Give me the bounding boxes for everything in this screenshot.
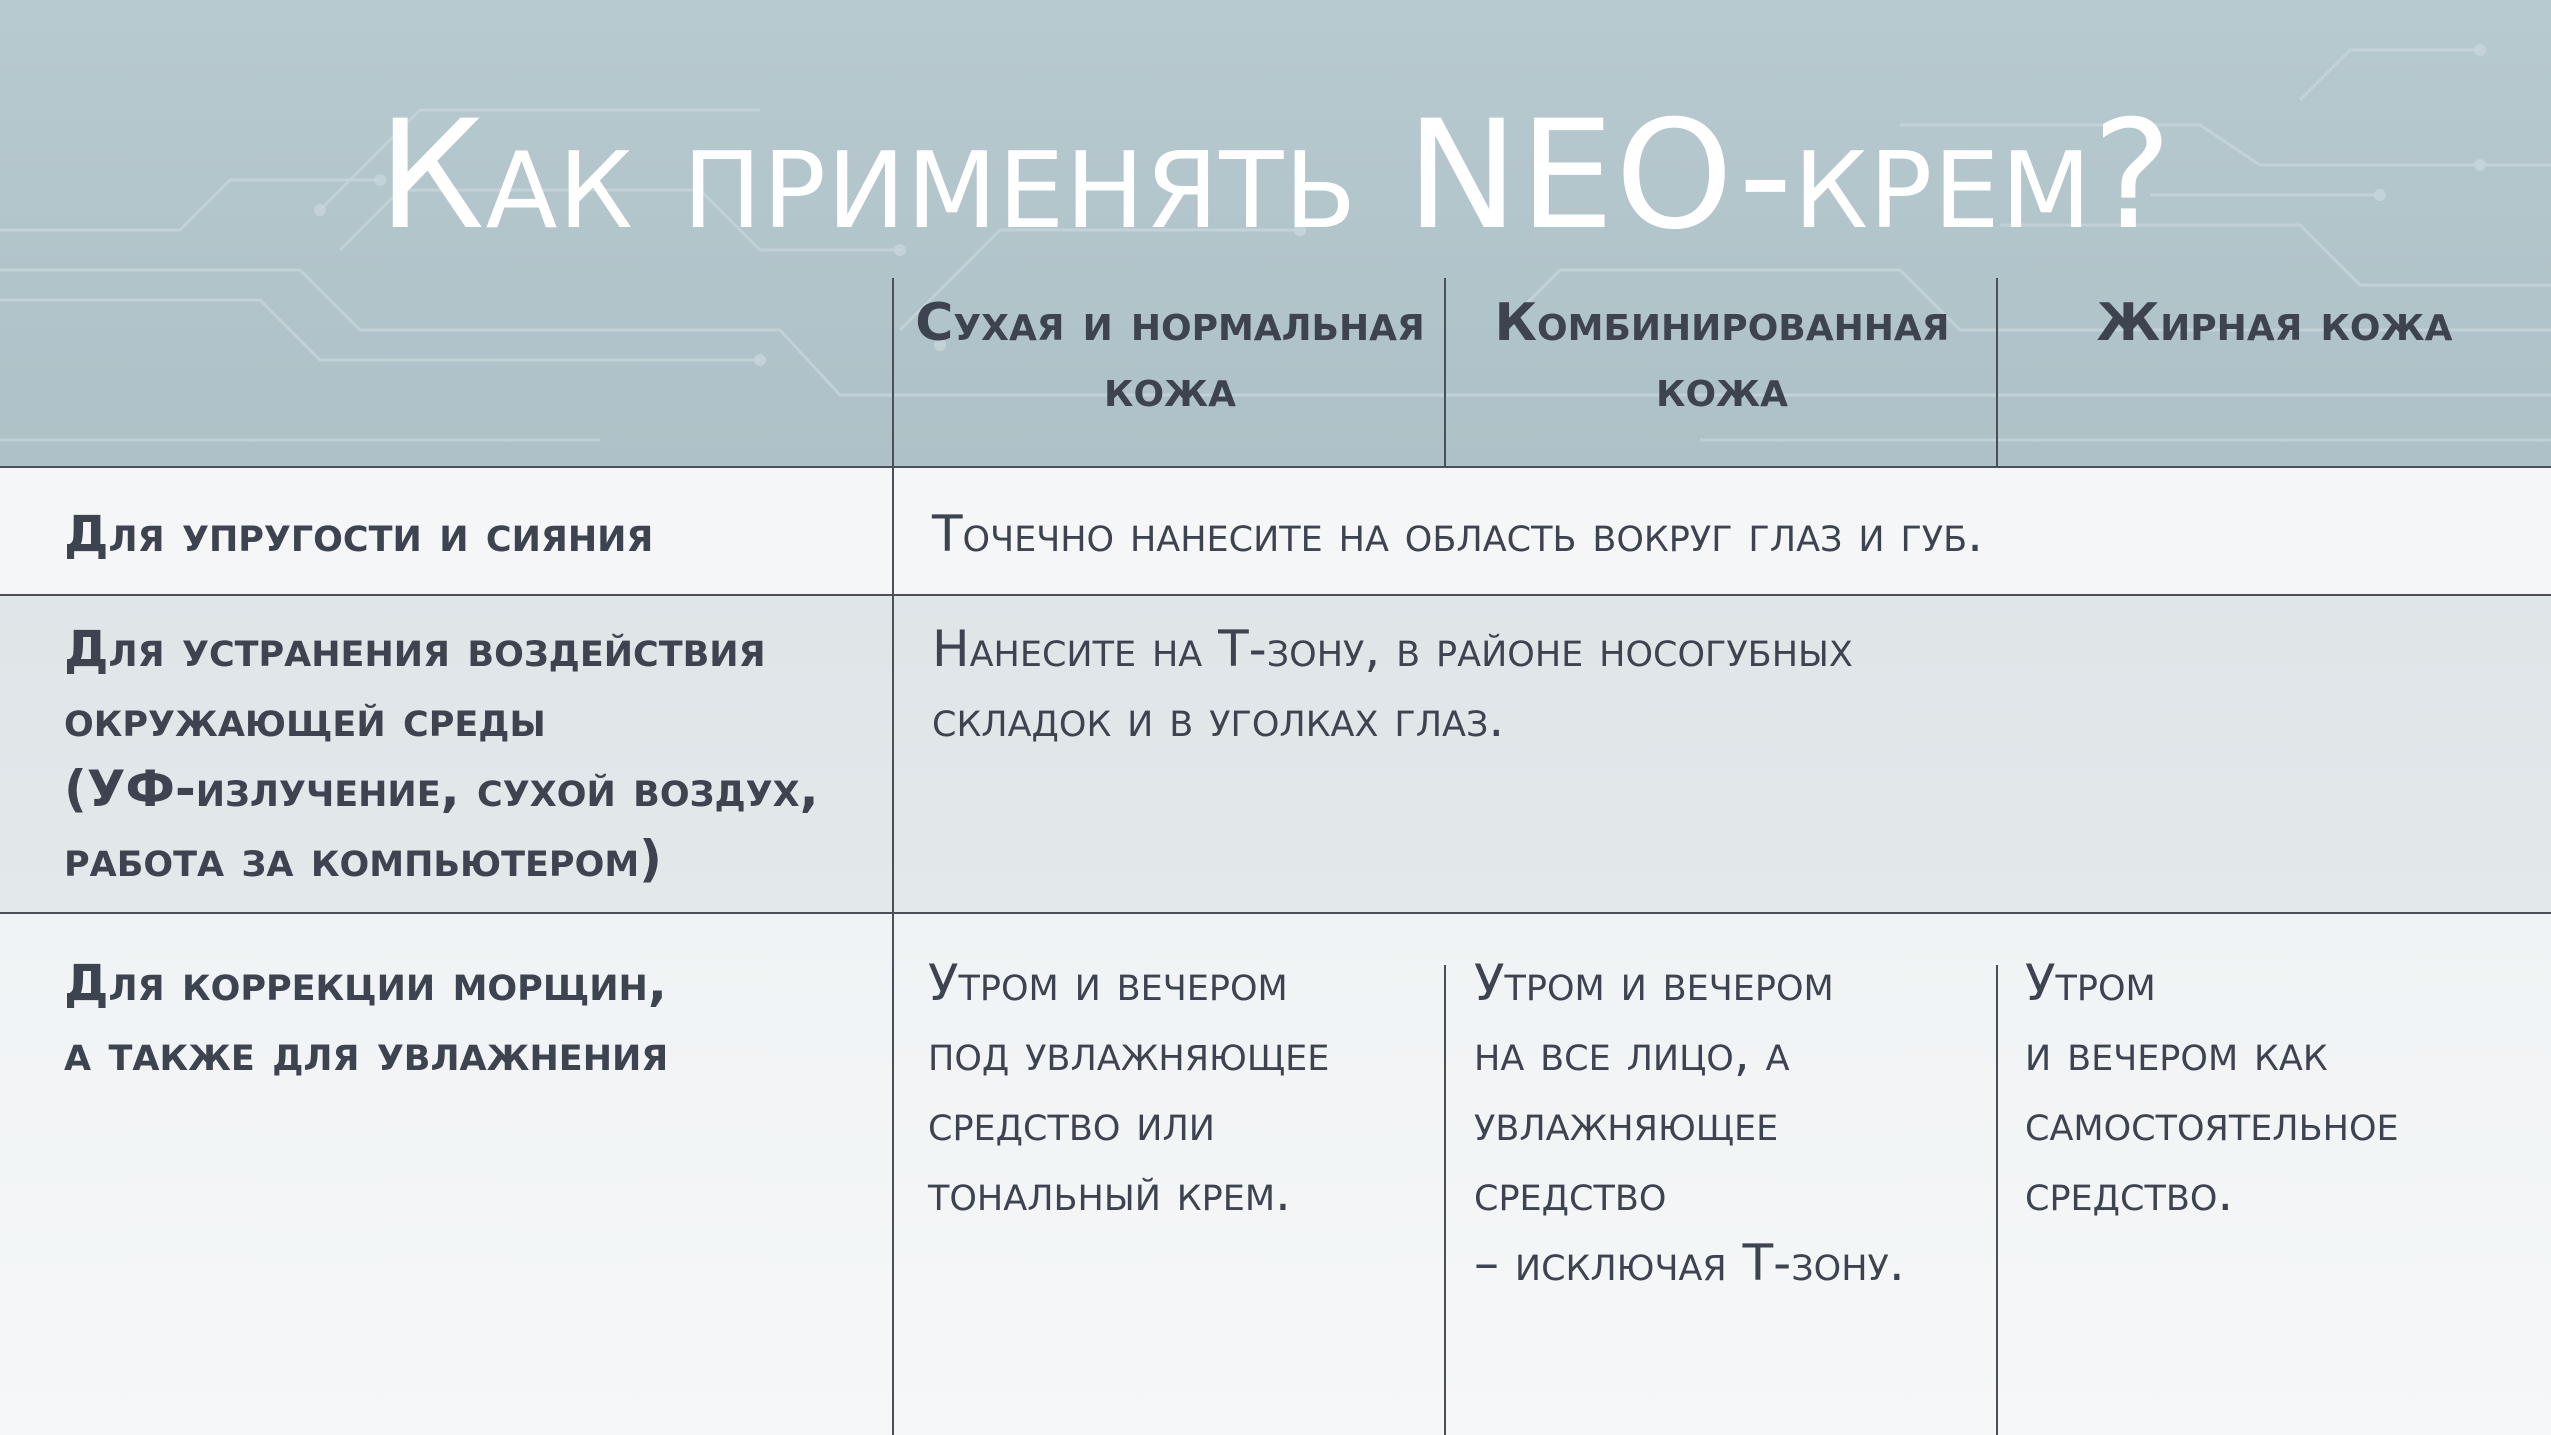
column-divider: [1444, 278, 1446, 468]
column-divider: [1996, 278, 1998, 468]
page-title: Как применять NEO-крем?: [378, 89, 2173, 263]
row-label-firmness: Для упругости и сияния: [64, 505, 654, 563]
cell-wrinkles-dry-normal: Утром и вечером под увлажняющее средство или тональный крем.: [928, 954, 1330, 1222]
column-divider: [1996, 965, 1998, 1435]
column-header-oily: Жирная кожа: [2096, 293, 2453, 353]
row-divider: [0, 594, 2551, 596]
column-header-combination: Комбинированная кожа: [1494, 293, 1950, 419]
cell-wrinkles-oily: Утром и вечером как самостоятельное средство.: [2025, 954, 2399, 1222]
cell-wrinkles-combination: Утром и вечером на все лицо, а увлажняющее средство – исключая Т-зону.: [1474, 954, 1905, 1292]
row-label-environment: Для устранения воздействия окружающей среды (УФ-излучение, сухой воздух, работа за компьютером): [64, 620, 819, 888]
cell-environment-instruction: Нанесите на Т-зону, в районе носогубных складок и в уголках глаз.: [932, 620, 1853, 748]
column-divider: [892, 278, 894, 1435]
column-divider: [1444, 965, 1446, 1435]
row-label-wrinkles: Для коррекции морщин, а также для увлажнения: [64, 954, 669, 1082]
column-header-dry-normal: Сухая и нормальная кожа: [915, 293, 1425, 419]
row-divider: [0, 912, 2551, 914]
row-divider: [0, 466, 2551, 468]
cell-firmness-instruction: Точечно нанесите на область вокруг глаз и губ.: [932, 505, 1984, 563]
